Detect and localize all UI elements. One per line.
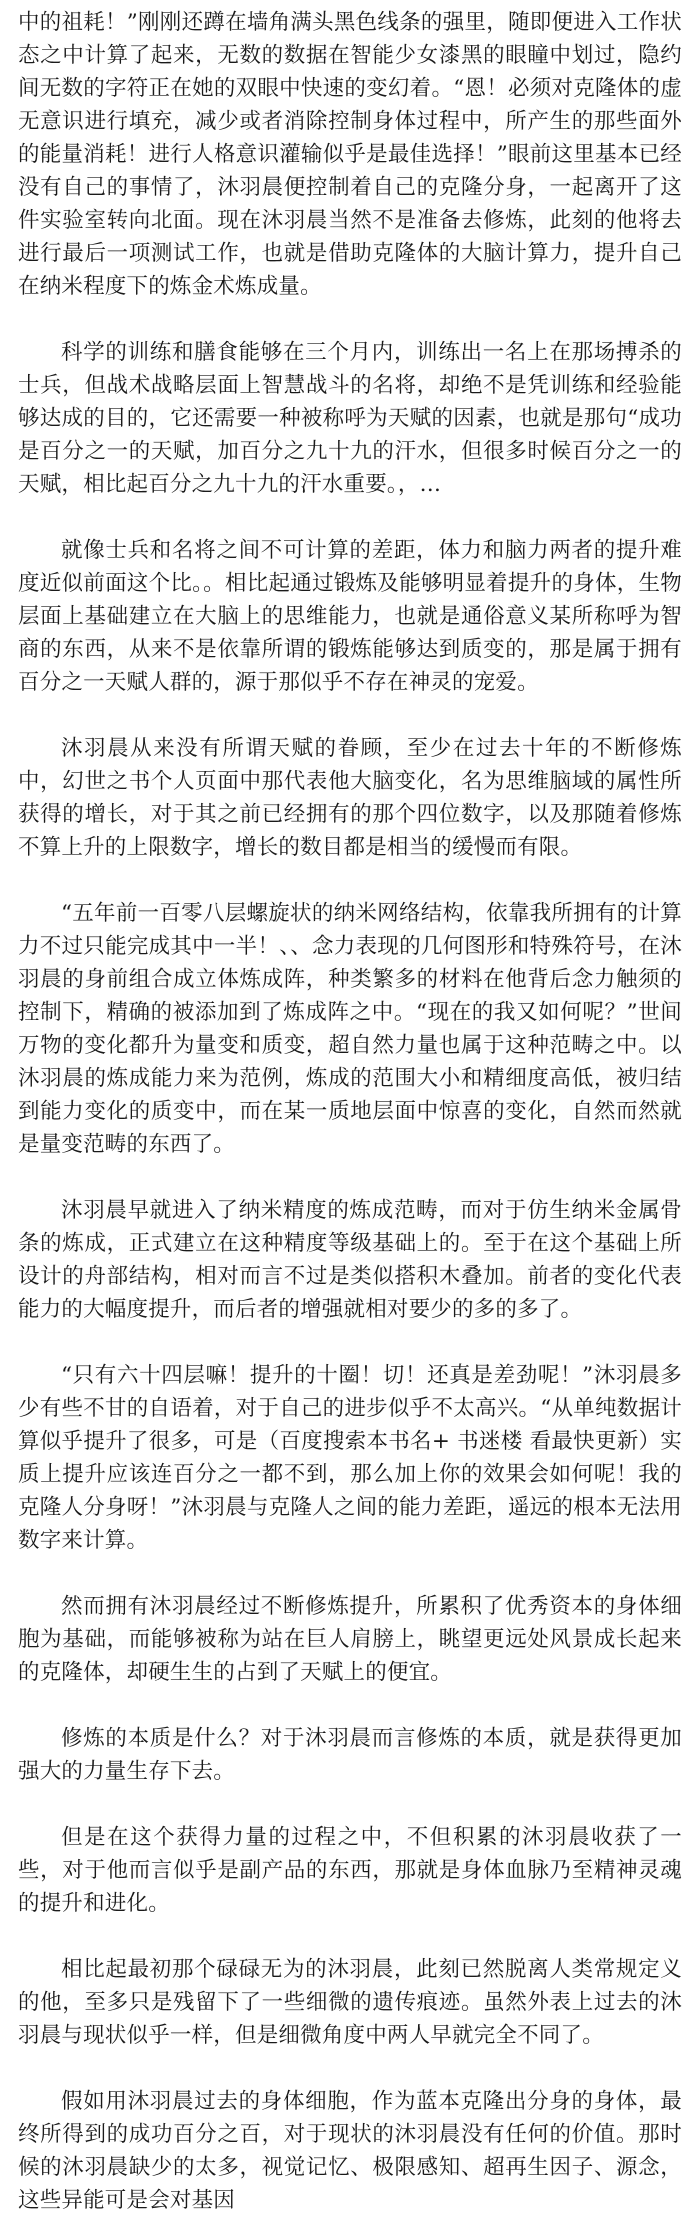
paragraph: 假如用沐羽晨过去的身体细胞，作为蓝本克隆出分身的身体，最终所得到的成功百分之百，对于现状的沐羽晨没有任何的价值。那时候的沐羽晨缺少的太多，视觉记忆、极限感知、超再生因子、源念，这些异能可是会对基因 (18, 2089, 682, 2213)
paragraph: 就像士兵和名将之间不可计算的差距，体力和脑力两者的提升难度近似前面这个比。。相比起通过锻炼及能够明显着提升的身体，生物层面上基础建立在大脑上的思维能力，也就是通俗意义某所称呼为智商的东西，从来不是依靠所谓的锻炼能够达到质变的，那是属于拥有百分之一天赋人群的，源于那似乎不存在神灵的宠爱。 (18, 538, 682, 695)
paragraph: 科学的训练和膳食能够在三个月内，训练出一名上在那场搏杀的士兵，但战术战略层面上智慧战斗的名将，却绝不是凭训练和经验能够达成的目的，它还需要一种被称呼为天赋的因素，也就是那句“成功是百分之一的天赋，加百分之九十九的汗水，但很多时候百分之一的天赋，相比起百分之九十九的汗水重要。，… (18, 340, 682, 497)
paragraph: 中的祖耗！”刚刚还蹲在墙角满头黑色线条的强里，随即便进入工作状态之中计算了起来，无数的数据在智能少女漆黑的眼瞳中划过，隐约间无数的字符正在她的双眼中快速的变幻着。“恩！必须对克隆体的虚无意识进行填充，减少或者消除控制身体过程中，所产生的那些面外的能量消耗！进行人格意识灌输似乎是最佳选择！”眼前这里基本已经没有自己的事情了，沐羽晨便控制着自己的克隆分身，一起离开了这件实验室转向北面。现在沐羽晨当然不是准备去修炼，此刻的他将去进行最后一项测试工作，也就是借助克隆体的大脑计算力，提升自己在纳米程度下的炼金术炼成量。 (18, 10, 682, 299)
paragraph: 沐羽晨从来没有所谓天赋的眷顾，至少在过去十年的不断修炼中，幻世之书个人页面中那代表他大脑变化，名为思维脑域的属性所获得的增长，对于其之前已经拥有的那个四位数字，以及那随着修炼不算上升的上限数字，增长的数目都是相当的缓慢而有限。 (18, 736, 682, 860)
paragraph: 修炼的本质是什么？对于沐羽晨而言修炼的本质，就是获得更加强大的力量生存下去。 (18, 1726, 682, 1784)
paragraph: “只有六十四层嘛！提升的十圈！切！还真是差劲呢！”沐羽晨多少有些不甘的自语着，对于自己的进步似乎不太高兴。“从单纯数据计算似乎提升了很多，可是（百度搜索本书名+ 书迷楼 看最快更新）实质上提升应该连百分之一都不到，那么加上你的效果会如何呢！我的克隆人分身呀！”沐羽晨与克隆人之间的能力差距，遥远的根本无法用数字来计算。 (18, 1363, 682, 1553)
paragraph: 沐羽晨早就进入了纳米精度的炼成范畴，而对于仿生纳米金属骨条的炼成，正式建立在这种精度等级基础上的。至于在这个基础上所设计的舟部结构，相对而言不过是类似搭积木叠加。前者的变化代表能力的大幅度提升，而后者的增强就相对要少的多的多了。 (18, 1198, 682, 1322)
paragraph: 然而拥有沐羽晨经过不断修炼提升，所累积了优秀资本的身体细胞为基础，而能够被称为站在巨人肩膀上，眺望更远处风景成长起来的克隆体，却硬生生的占到了天赋上的便宜。 (18, 1594, 682, 1685)
paragraph: “五年前一百零八层螺旋状的纳米网络结构，依靠我所拥有的计算力不过只能完成其中一半！、、念力表现的几何图形和特殊符号，在沐羽晨的身前组合成立体炼成阵，种类繁多的材料在他背后念力触须的控制下，精确的被添加到了炼成阵之中。“现在的我又如何呢？”世间万物的变化都升为量变和质变，超自然力量也属于这种范畴之中。以沐羽晨的炼成能力来为范例，炼成的范围大小和精细度高低，被归结到能力变化的质变中，而在某一质地层面中惊喜的变化，自然而然就是量变范畴的东西了。 (18, 901, 682, 1157)
paragraph: 相比起最初那个碌碌无为的沐羽晨，此刻已然脱离人类常规定义的他，至多只是残留下了一些细微的遗传痕迹。虽然外表上过去的沐羽晨与现状似乎一样，但是细微角度中两人早就完全不同了。 (18, 1957, 682, 2048)
paragraph: 但是在这个获得力量的过程之中，不但积累的沐羽晨收获了一些，对于他而言似乎是副产品的东西，那就是身体血脉乃至精神灵魂的提升和进化。 (18, 1825, 682, 1916)
